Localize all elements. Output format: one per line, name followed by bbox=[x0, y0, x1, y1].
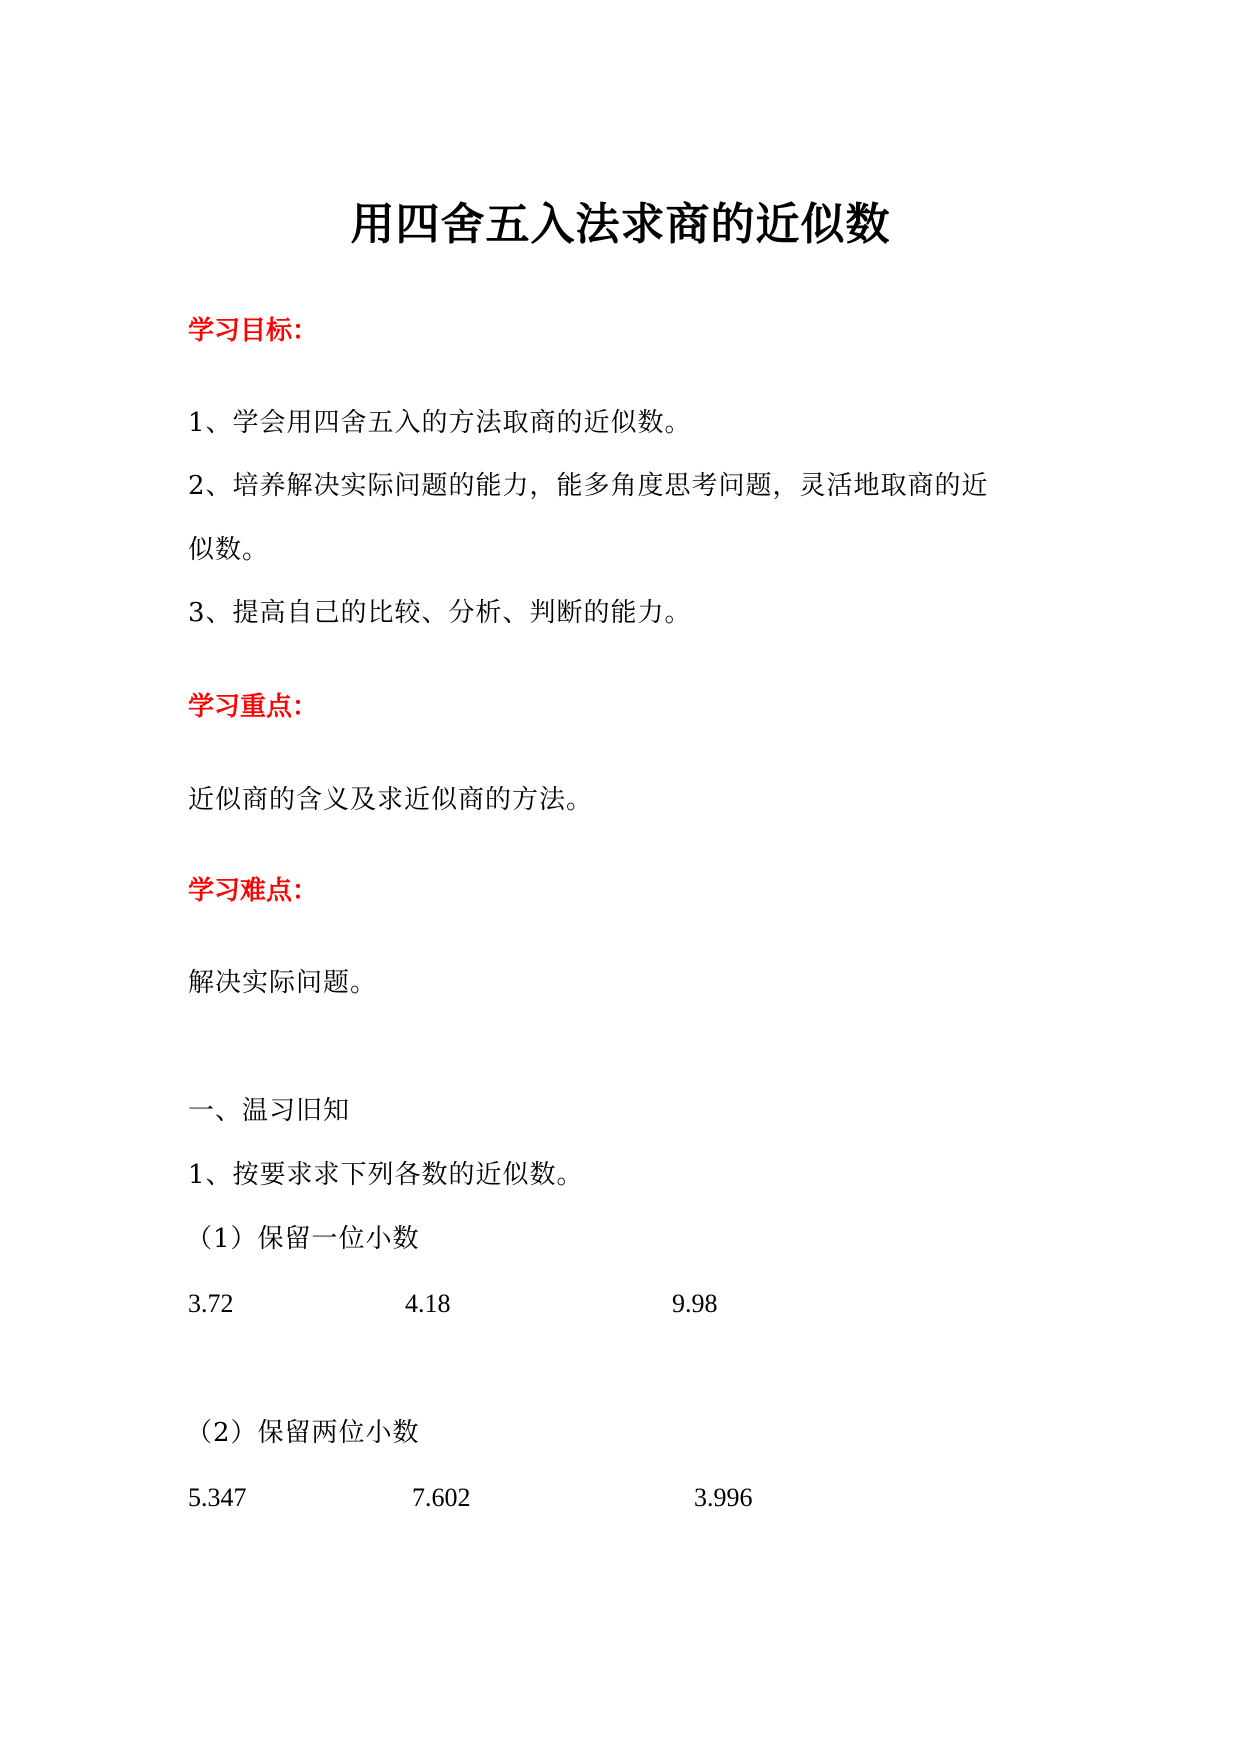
part-1-number: 3.72 bbox=[188, 1289, 234, 1318]
objective-item-2-line-2: 似数。 bbox=[188, 535, 270, 565]
objective-item-2-line-1: 2、培养解决实际问题的能力，能多角度思考问题，灵活地取商的近 bbox=[188, 471, 989, 501]
objective-item-1: 1、学会用四舍五入的方法取商的近似数。 bbox=[188, 408, 692, 438]
part-2-label: （2）保留两位小数 bbox=[186, 1418, 420, 1448]
key-points-heading: 学习重点： bbox=[188, 692, 319, 722]
page-title: 用四舍五入法求商的近似数 bbox=[350, 199, 891, 250]
part-2-number: 7.602 bbox=[412, 1483, 471, 1512]
part-1-number: 9.98 bbox=[672, 1289, 718, 1318]
part-2-number: 5.347 bbox=[188, 1483, 247, 1512]
key-points-text: 近似商的含义及求近似商的方法。 bbox=[188, 785, 594, 815]
part-1-label: （1）保留一位小数 bbox=[186, 1224, 420, 1254]
difficulties-text: 解决实际问题。 bbox=[188, 968, 378, 998]
part-1-number: 4.18 bbox=[405, 1289, 451, 1318]
part-2-number: 3.996 bbox=[694, 1483, 753, 1512]
difficulties-heading: 学习难点： bbox=[188, 876, 319, 906]
objectives-heading: 学习目标： bbox=[188, 316, 319, 346]
review-question-1: 1、按要求求下列各数的近似数。 bbox=[188, 1160, 584, 1190]
review-section-title: 一、温习旧知 bbox=[188, 1096, 351, 1126]
objective-item-3: 3、提高自己的比较、分析、判断的能力。 bbox=[188, 598, 692, 628]
